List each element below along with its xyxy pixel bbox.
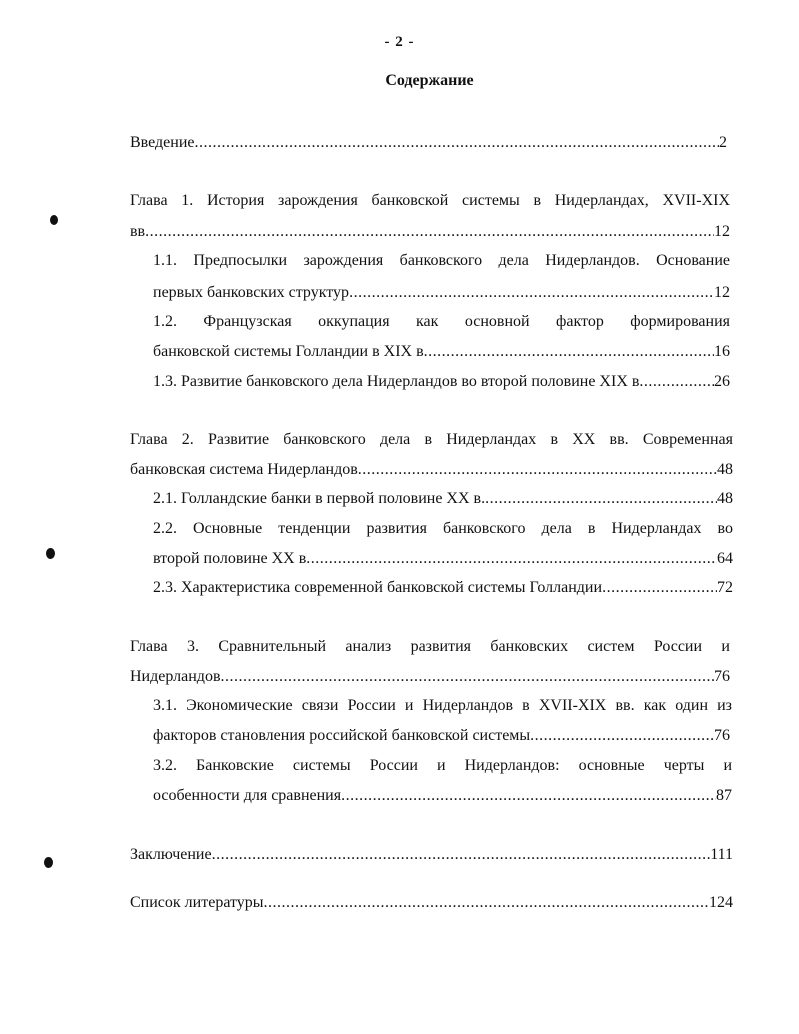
toc-section-3-2-end[interactable] (153, 786, 732, 806)
toc-page-number: 26 (714, 373, 730, 390)
toc-entry-text: банковская система Нидерландов (130, 461, 358, 478)
toc-entry-text: 1.3. Развитие банковского дела Нидерландов во второй половине XIX в (153, 373, 640, 390)
toc-chapter-1-title[interactable]: Глава 1. История зарождения банковской системы в Нидерландах, XVII-XIX (130, 192, 730, 209)
binder-hole-mark (44, 857, 53, 868)
toc-section-2-1[interactable] (153, 489, 733, 509)
toc-section-2-3[interactable] (153, 578, 733, 598)
toc-section-1-2-title[interactable]: 1.2. Французская оккупация как основной фактор формирования (153, 313, 730, 330)
leader-dots (341, 786, 716, 806)
leader-dots (195, 133, 720, 153)
toc-entry-conclusion[interactable] (130, 845, 733, 865)
binder-hole-mark (46, 548, 55, 559)
toc-entry-text: особенности для сравнения (153, 787, 342, 804)
toc-page-number: 124 (709, 894, 733, 911)
toc-entry-intro[interactable] (130, 133, 727, 153)
leader-dots (639, 372, 714, 392)
toc-page-number: 48 (717, 461, 733, 478)
toc-entry-text: 2.1. Голландские банки в первой половине XX в. (153, 490, 486, 507)
toc-entry-text: первых банковских структур (153, 284, 350, 301)
toc-page-number: 48 (717, 490, 733, 507)
leader-dots (212, 845, 711, 865)
leader-dots (264, 893, 709, 913)
leader-dots (145, 222, 714, 242)
leader-dots (221, 667, 715, 687)
toc-page-number: 12 (714, 284, 730, 301)
toc-section-1-1-end[interactable] (153, 283, 730, 303)
leader-dots (530, 726, 714, 746)
toc-page-number: 76 (714, 668, 730, 685)
page-title: Содержание (385, 72, 474, 89)
toc-section-3-2-title[interactable]: 3.2. Банковские системы России и Нидерландов: основные черты и (153, 757, 732, 774)
toc-entry-text: Нидерландов (130, 668, 221, 685)
toc-page-number: 12 (714, 223, 730, 240)
toc-section-3-1-end[interactable] (153, 726, 730, 746)
leader-dots (424, 342, 714, 362)
toc-section-3-1-title[interactable]: 3.1. Экономические связи России и Нидерландов в XVII-XIX вв. как один из (153, 697, 732, 714)
toc-page-number: 87 (716, 787, 732, 804)
toc-page-number: 111 (710, 846, 733, 863)
toc-page-number: 76 (714, 727, 730, 744)
toc-page-number: 72 (717, 579, 733, 596)
toc-entry-text: факторов становления российской банковской системы (153, 727, 531, 744)
toc-entry-text: Заключение (130, 846, 212, 863)
binder-hole-mark (50, 215, 58, 225)
leader-dots (602, 578, 717, 598)
page-number: - 2 - (384, 34, 415, 50)
toc-page-number: 2 (719, 134, 727, 151)
toc-page-number: 64 (717, 550, 733, 567)
leader-dots (349, 283, 714, 303)
leader-dots (358, 460, 717, 480)
toc-entry-text: вв (130, 223, 146, 240)
toc-entry-text: второй половине XX в (153, 550, 307, 567)
toc-section-2-2-title[interactable]: 2.2. Основные тенденции развития банковского дела в Нидерландах во (153, 520, 733, 537)
toc-chapter-2-title[interactable]: Глава 2. Развитие банковского дела в Нидерландах в XX вв. Современная (130, 431, 733, 448)
toc-section-1-2-end[interactable] (153, 342, 730, 362)
toc-entry-text: 2.3. Характеристика современной банковской системы Голландии (153, 579, 603, 596)
toc-section-1-1-title[interactable]: 1.1. Предпосылки зарождения банковского дела Нидерландов. Основание (153, 252, 730, 269)
toc-page-number: 16 (714, 343, 730, 360)
toc-entry-bibliography[interactable] (130, 893, 733, 913)
toc-chapter-1-end[interactable] (130, 222, 730, 242)
toc-entry-text: Введение (130, 134, 195, 151)
toc-section-1-3[interactable] (153, 372, 730, 392)
leader-dots (485, 489, 717, 509)
leader-dots (306, 549, 717, 569)
toc-entry-text: банковской системы Голландии в XIX в (153, 343, 424, 360)
toc-chapter-3-title[interactable]: Глава 3. Сравнительный анализ развития банковских систем России и (130, 638, 730, 655)
toc-section-2-2-end[interactable] (153, 549, 733, 569)
toc-chapter-3-end[interactable] (130, 667, 730, 687)
toc-chapter-2-end[interactable] (130, 460, 733, 480)
toc-entry-text: Список литературы (130, 894, 264, 911)
